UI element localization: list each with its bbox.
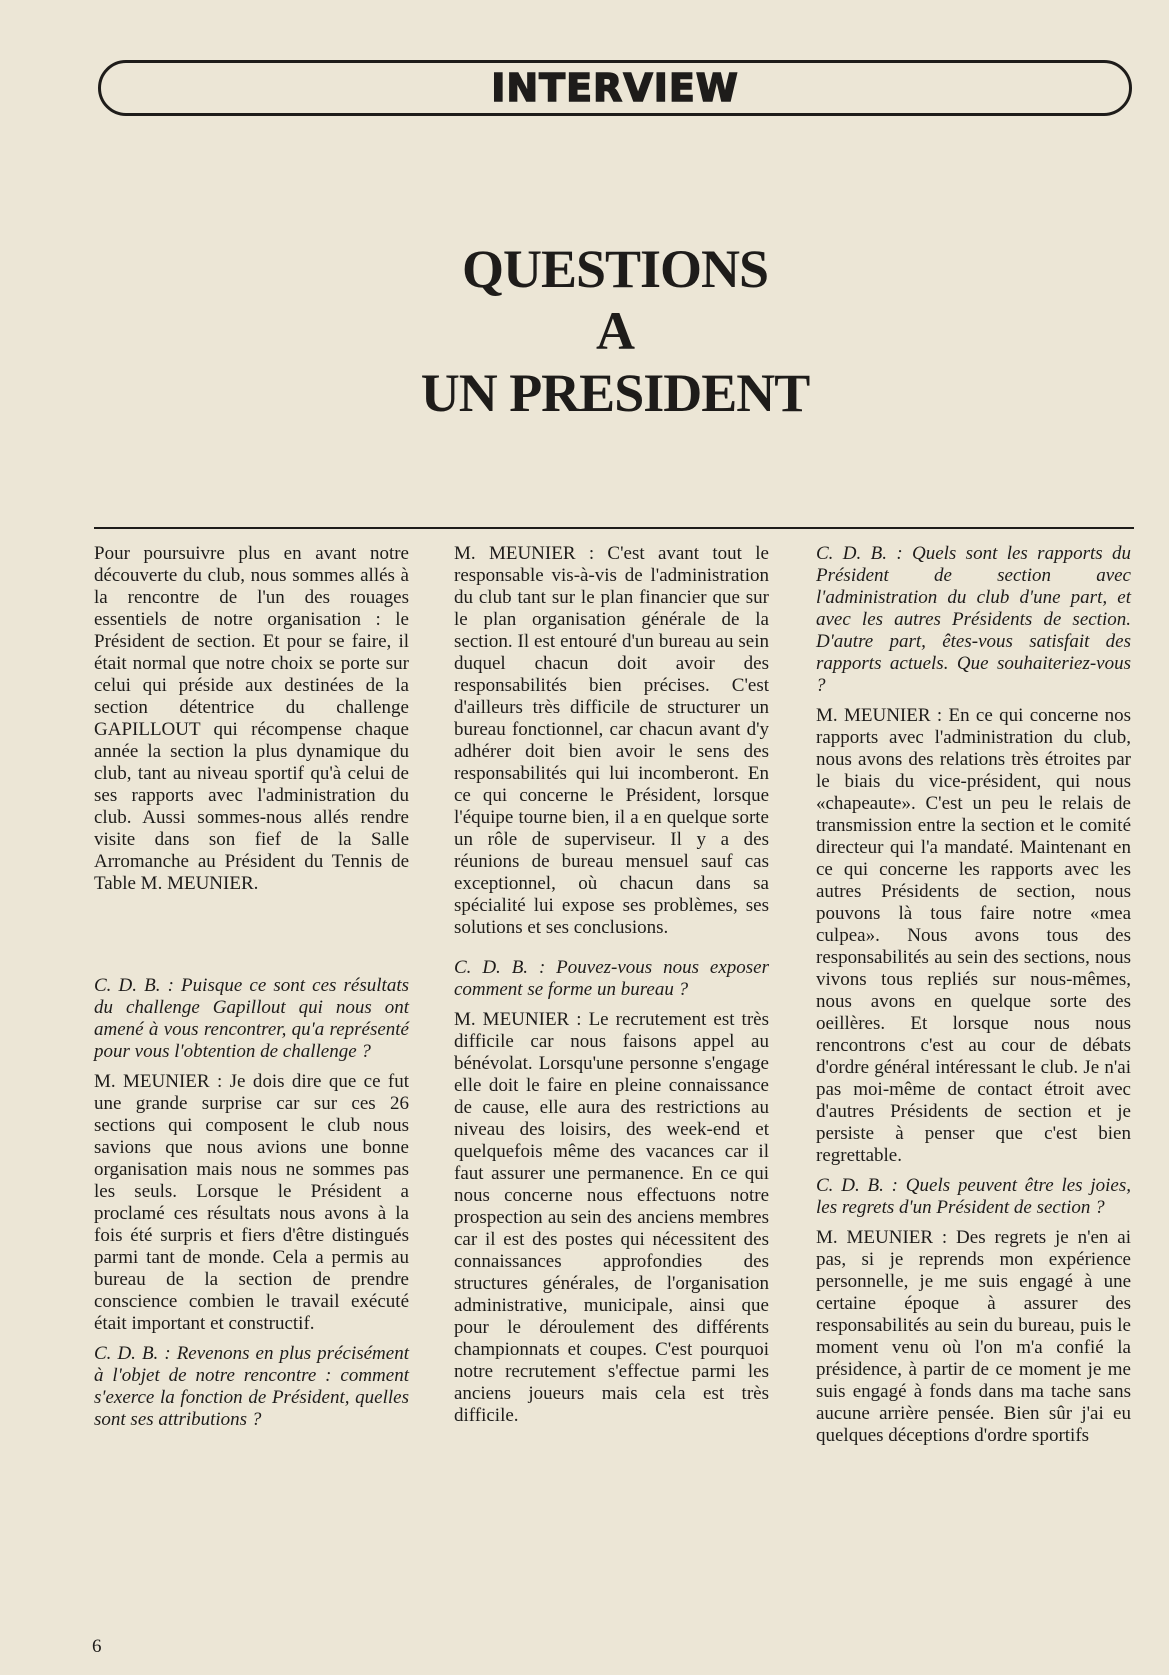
page-number: 6 bbox=[92, 1636, 102, 1657]
title-line-1: QUESTIONS bbox=[461, 239, 769, 299]
answer-5: M. MEUNIER : Des regrets je n'en ai pas, si je reprends mon expérience personnelle, je me suis engagé à une certaine époque à assurer des responsabilités au sein du bureau, puis le moment venu où l'on m'a confié la présidence, à partir de ce moment je me suis engagé à fonds dans ma tache sans aucune arrière pensée. Bien sûr j'ai eu quelques déceptions d'ordre sportifs bbox=[816, 1227, 1131, 1446]
column-3 bbox=[816, 543, 1131, 1455]
column-2 bbox=[454, 543, 769, 1435]
intro-paragraph: Pour poursuivre plus en avant notre découverte du club, nous sommes allés à la rencontre de l'un des rouages essentiels de notre organisation : le Président de section. Et pour se faire, il était normal que notre choix se porte sur celui qui préside aux destinées de la section détentrice du challenge GAPILLOUT qui récompense chaque année la section la plus dynamique du club, tant au niveau sportif qu'à celui de ses rapports avec l'administration du club. Aussi sommes-nous allés rendre visite dans son fief de la Salle Arromanche au Président du Tennis de Table M. MEUNIER. bbox=[94, 543, 409, 894]
title-line-3: UN PRESIDENT bbox=[420, 363, 810, 423]
answer-3: M. MEUNIER : Le recrutement est très difficile car nous faisons appel au bénévolat. Lorsqu'une personne s'engage elle doit le faire en pleine connaissance de cause, elle aura des restrictions au niveau des loisirs, des week-end et quelquefois même des vacances car il faut assurer une permanence. En ce qui nous concerne nous effectuons notre prospection au sein des anciens membres car il est des postes qui nécessitent des connaissances approfondies des structures générales, de l'organisation administrative, municipale, ainsi que pour le déroulement des différents championnats et coupes. C'est pourquoi notre recrutement s'effectue parmi les anciens joueurs mais cela est très difficile. bbox=[454, 1009, 769, 1426]
title-line-2: A bbox=[596, 301, 634, 361]
question-5: C. D. B. : Quels peuvent être les joies, les regrets d'un Président de section ? bbox=[816, 1175, 1131, 1218]
question-3: C. D. B. : Pouvez-vous nous exposer comment se forme un bureau ? bbox=[454, 957, 769, 1000]
answer-1: M. MEUNIER : Je dois dire que ce fut une grande surprise car sur ces 26 sections qui composent le club nous savions que nous avions une bonne organisation mais nous ne sommes pas les seuls. Lorsque le Président a proclamé ces résultats nous avons à la fois été surpris et fiers d'être distingués parmi tant de monde. Cela a permis au bureau de la section de prendre conscience combien le travail exécuté était important et constructif. bbox=[94, 1071, 409, 1334]
answer-2: M. MEUNIER : C'est avant tout le responsable vis-à-vis de l'administration du club tant sur le plan financier que sur le plan organisation générale de la section. Il est entouré d'un bureau au sein duquel chacun doit avoir des responsabilités bien précises. C'est d'ailleurs très difficile de structurer un bureau fonctionnel, car chacun avant d'y adhérer doit bien avoir le sens des responsabilités qui lui incomberont. En ce qui concerne le Président, lorsque l'équipe tourne bien, il a en quelque sorte un rôle de superviseur. Il y a des réunions de bureau mensuel sauf cas exceptionnel, où chacun dans sa spécialité lui expose ses problèmes, ses solutions et ses conclusions. bbox=[454, 543, 769, 938]
article-title bbox=[300, 238, 930, 424]
interview-banner bbox=[98, 60, 1132, 116]
horizontal-rule bbox=[94, 527, 1134, 529]
question-2: C. D. B. : Revenons en plus précisément à l'objet de notre rencontre : comment s'exerce la fonction de Président, quelles sont ses attributions ? bbox=[94, 1343, 409, 1430]
answer-4: M. MEUNIER : En ce qui concerne nos rapports avec l'administration du club, nous avons des relations très étroites par le biais du vice-président, qui nous «chapeaute». C'est un peu le relais de transmission entre la section et le comité directeur qui l'a mandaté. Maintenant en ce qui concerne les rapports avec les autres Présidents de section, nous pouvons là tous faire notre «mea culpea». Nous avons tous des responsabilités au sein des sections, nous vivons tous repliés sur nous-mêmes, nous avons en quelque sorte des oeillères. Et lorsque nous nous rencontrons c'est au cour de débats d'ordre général intéressant le club. Je n'ai pas moi-même de contact étroit avec d'autres Présidents de section et je persiste à penser que c'est bien regrettable. bbox=[816, 705, 1131, 1166]
banner-label: INTERVIEW bbox=[491, 66, 739, 110]
question-1: C. D. B. : Puisque ce sont ces résultats du challenge Gapillout qui nous ont amené à vous rencontrer, qu'a représenté pour vous l'obtention de challenge ? bbox=[94, 975, 409, 1062]
column-1 bbox=[94, 543, 409, 1439]
question-4: C. D. B. : Quels sont les rapports du Président de section avec l'administration du club d'une part, et avec les autres Présidents de section. D'autre part, êtes-vous satisfait des rapports actuels. Que souhaiteriez-vous ? bbox=[816, 543, 1131, 696]
